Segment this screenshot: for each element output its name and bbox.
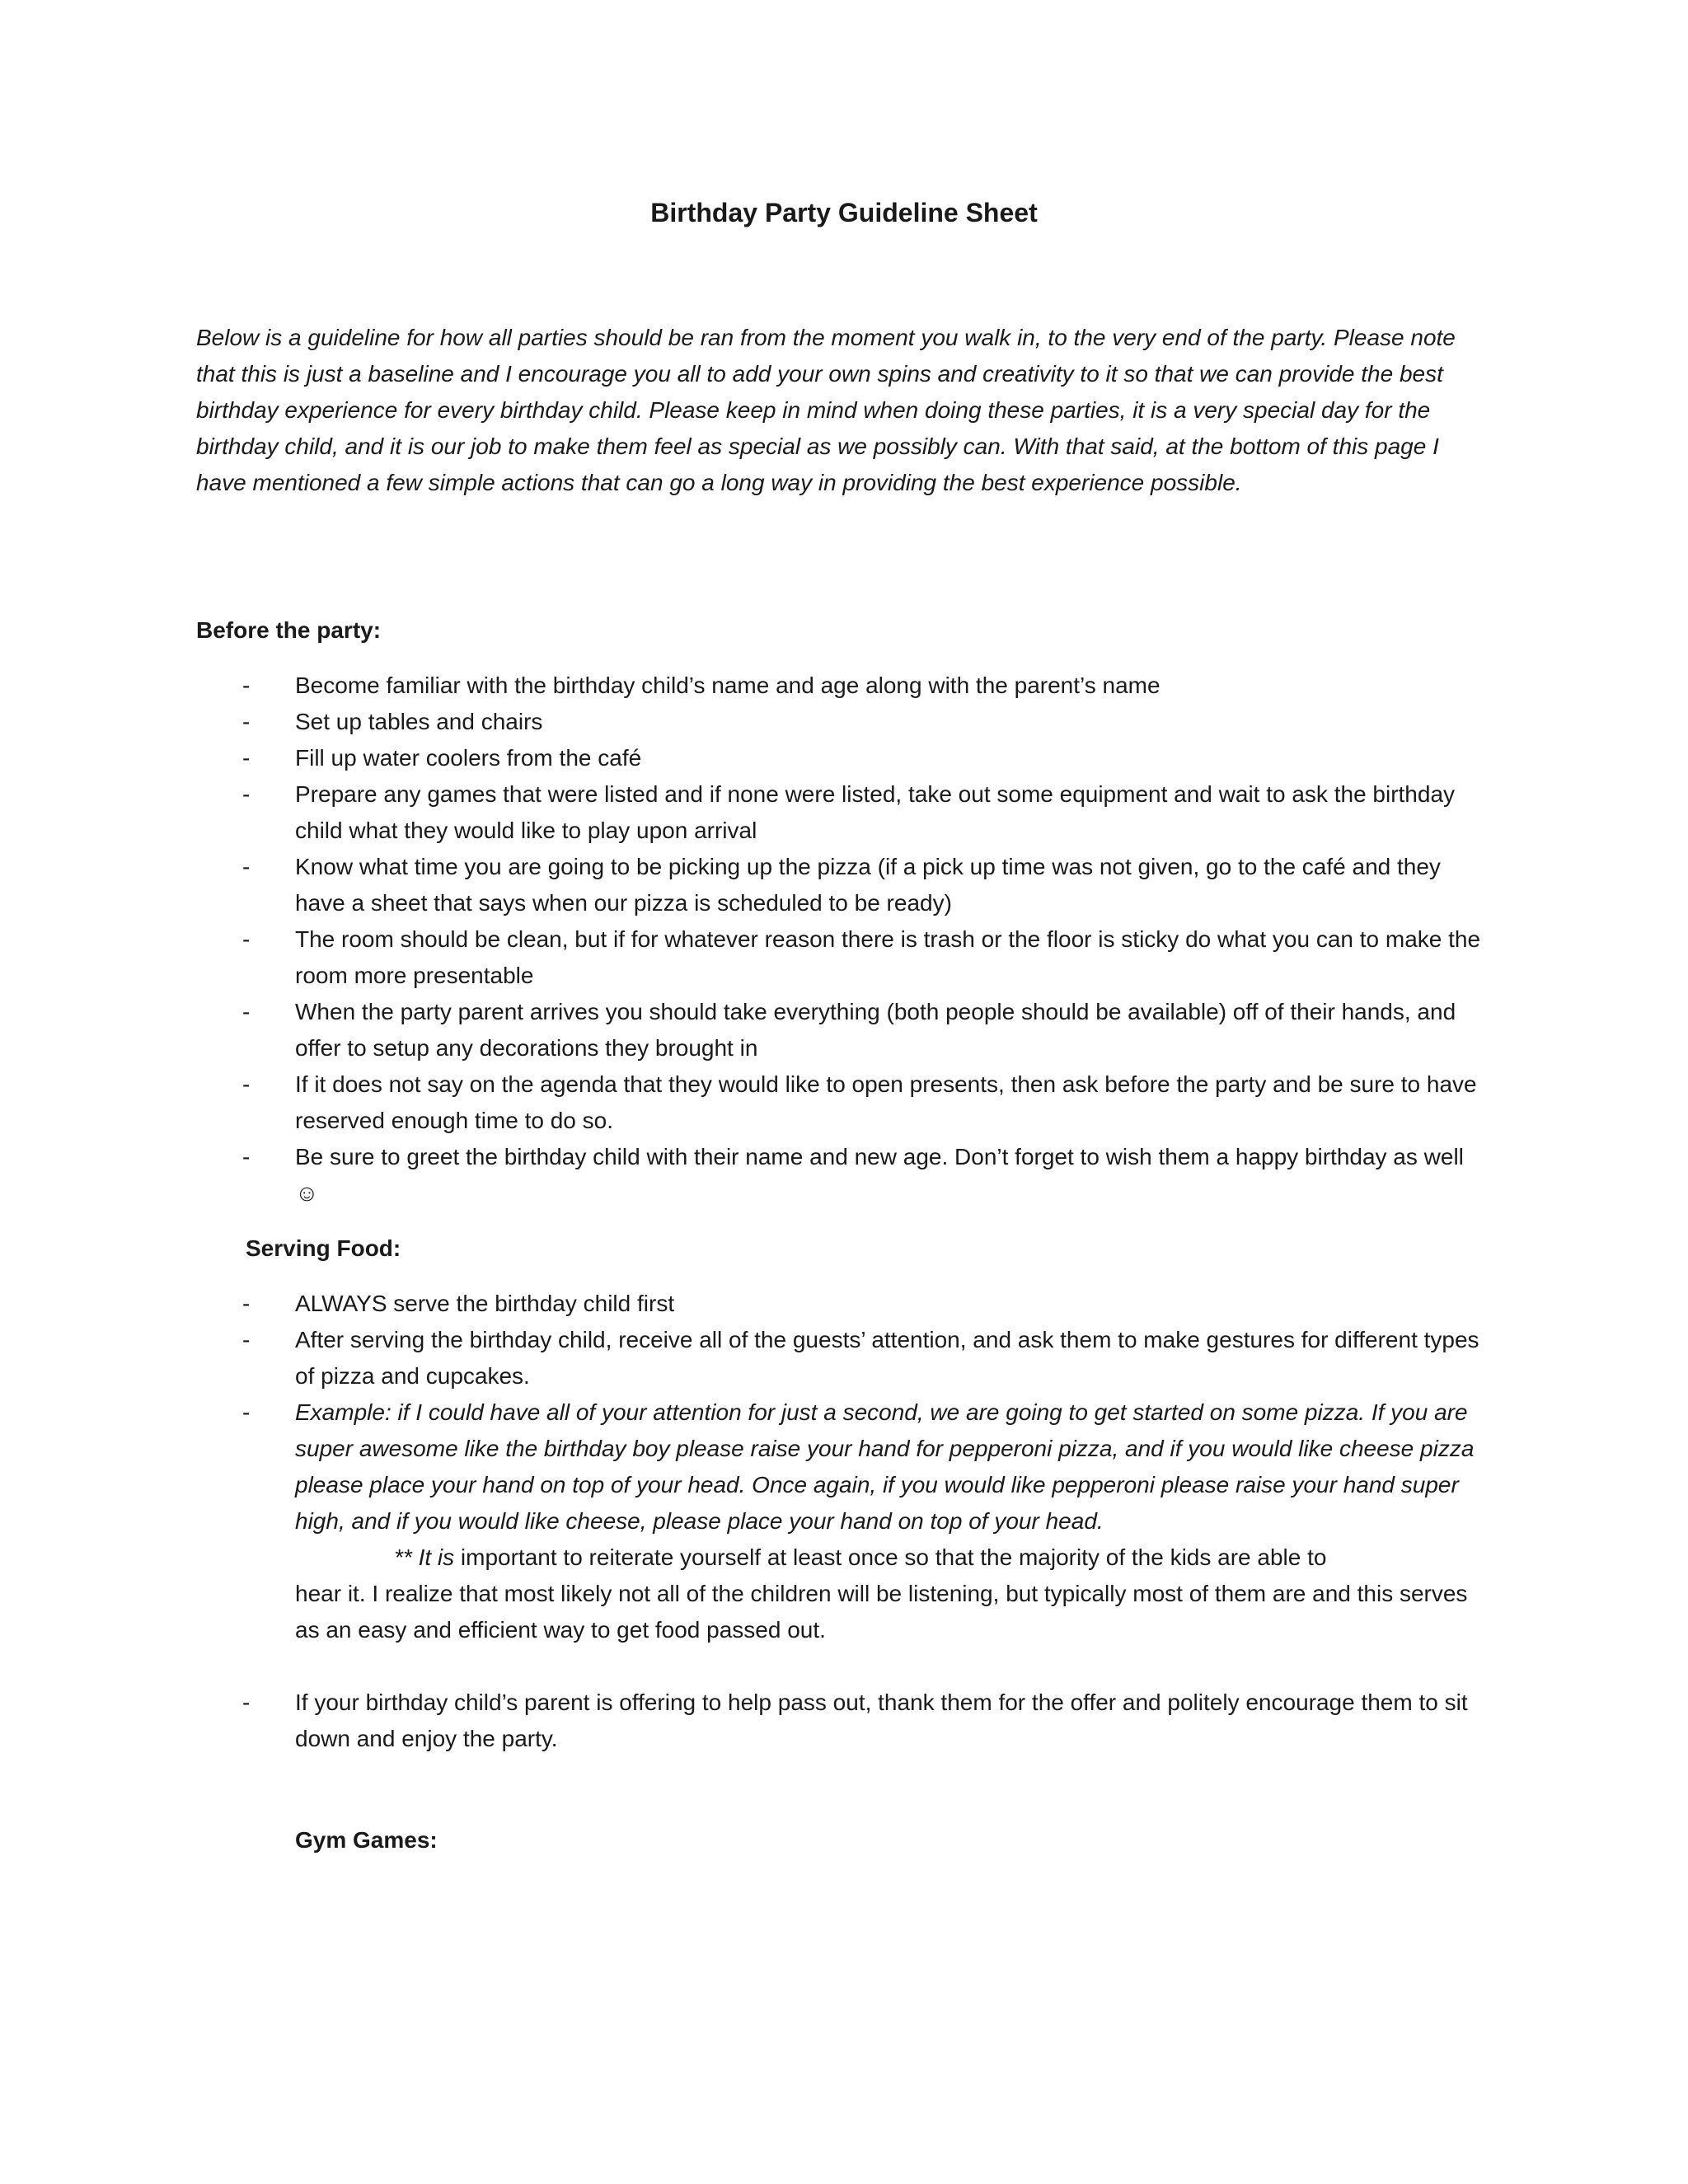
serving-food-list [196, 1286, 1486, 1757]
list-item-text: Prepare any games that were listed and if none were listed, take out some equipment and wait to ask the birthday child what they would like to play upon arrival [295, 781, 1456, 843]
bullet-dash: - [242, 854, 251, 879]
bullet-dash: - [242, 999, 251, 1024]
list-item [196, 994, 1486, 1066]
list-item-text: Know what time you are going to be picking up the pizza (if a pick up time was not given, go to the café and they have a sheet that says when our pizza is scheduled to be ready) [295, 854, 1441, 916]
before-party-heading: Before the party: [196, 617, 382, 643]
list-item [196, 1685, 1486, 1757]
list-item [196, 921, 1486, 994]
list-item [196, 1394, 1486, 1648]
list-item [196, 1286, 1486, 1322]
bullet-dash: - [242, 745, 251, 771]
list-item-text: If it does not say on the agenda that they would like to open presents, then ask before the party and be sure to have reserved enough time to do so. [295, 1071, 1477, 1133]
note-text: important to reiterate yourself at least once so that the majority of the kids are able to [454, 1544, 1327, 1570]
gym-games-heading: Gym Games: [295, 1827, 438, 1853]
list-item-text: Set up tables and chairs [295, 709, 543, 734]
bullet-dash: - [242, 926, 251, 952]
intro-paragraph: Below is a guideline for how all parties should be ran from the moment you walk in, to the very end of the party. Please note that this is just a baseline and I encourage you all to add your own spins and creativity to it so that we can provide the best birthday experience for every birthday child. Please keep in mind when doing these parties, it is a very special day for the birthday child, and it is our job to make them feel as special as we possibly can. With that said, at the bottom of this page I have mentioned a few simple actions that can go a long way in providing the best experience possible. [196, 325, 1456, 495]
list-item [196, 668, 1486, 704]
list-item [196, 1139, 1486, 1212]
note-prefix: ** It is [394, 1544, 455, 1570]
list-item-text: After serving the birthday child, receive all of the guests’ attention, and ask them to make gestures for different types of pizza and cupcakes. [295, 1327, 1479, 1389]
bullet-dash: - [242, 781, 251, 807]
before-party-list [196, 668, 1486, 1212]
bullet-dash: - [242, 1327, 251, 1352]
bullet-dash: - [242, 1144, 251, 1169]
list-item [196, 1066, 1486, 1139]
list-item [196, 849, 1486, 921]
list-item-text: ALWAYS serve the birthday child first [295, 1291, 675, 1316]
list-item-text: Become familiar with the birthday child’s name and age along with the parent’s name [295, 673, 1160, 698]
serving-food-heading: Serving Food: [246, 1235, 401, 1261]
note-continued-text: hear it. I realize that most likely not all of the children will be listening, but typically most of them are and this serves as an easy and efficient way to get food passed out. [295, 1581, 1468, 1643]
bullet-dash: - [242, 709, 251, 734]
bullet-dash: - [242, 673, 251, 698]
bullet-dash: - [242, 1291, 251, 1316]
list-item [196, 776, 1486, 849]
list-item [196, 1322, 1486, 1394]
list-item-text: When the party parent arrives you should take everything (both people should be available) off of their hands, and offer to setup any decorations they brought in [295, 999, 1456, 1061]
bullet-dash: - [242, 1071, 251, 1097]
document-title: Birthday Party Guideline Sheet [650, 198, 1038, 227]
bullet-dash: - [242, 1399, 251, 1425]
list-item-text: Be sure to greet the birthday child with their name and new age. Don’t forget to wish them a happy birthday as well ☺ [295, 1144, 1464, 1206]
list-item-text: Fill up water coolers from the café [295, 745, 642, 771]
list-item [196, 704, 1486, 740]
bullet-dash: - [242, 1690, 251, 1715]
list-item [196, 740, 1486, 776]
example-text: Example: if I could have all of your attention for just a second, we are going to get started on some pizza. If you are super awesome like the birthday boy please raise your hand for pepperoni pizza, and if you would like cheese pizza please place your hand on top of your head. Once again, if you would like pepperoni please raise your hand super high, and if you would like cheese, please place your hand on top of your head. [295, 1399, 1475, 1534]
reiterate-note [295, 1540, 1486, 1576]
list-item-text: The room should be clean, but if for whatever reason there is trash or the floor is sticky do what you can to make the room more presentable [295, 926, 1481, 988]
list-item-text: If your birthday child’s parent is offering to help pass out, thank them for the offer and politely encourage them to sit down and enjoy the party. [295, 1690, 1468, 1751]
